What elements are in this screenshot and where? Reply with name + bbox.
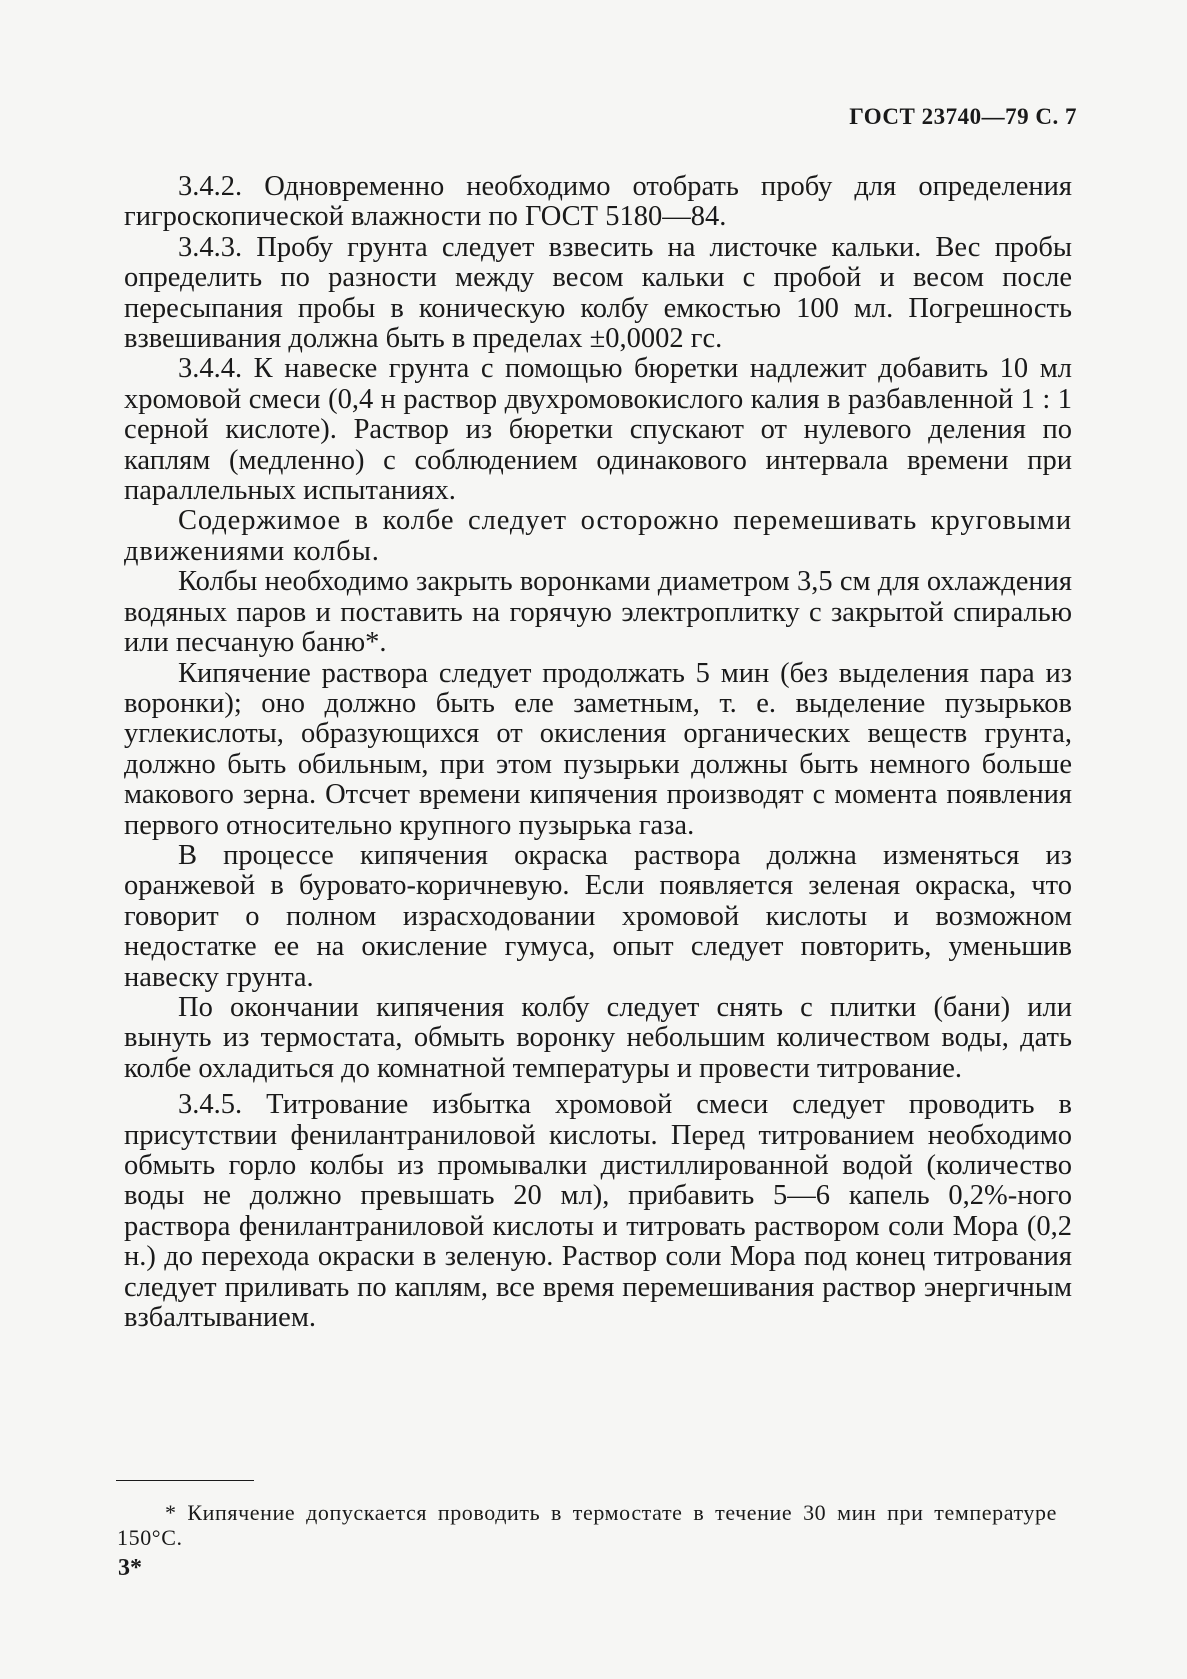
section-3-4-4: 3.4.4. К навеске грунта с помощью бюретки надлежит добавить 10 мл хромовой смеси (0,4 н раствор двухромовокислого калия в разбавленной 1 : 1 серной кислоте). Раствор из бюретки спускают от нулевого деления по каплям (медленно) с соблюдением одинакового интервала времени при параллельных испытаниях. — [124, 353, 1072, 507]
paragraph-mixing: Содержимое в колбе следует осторожно перемешивать круговыми движениями колбы. — [124, 505, 1072, 567]
paragraph-funnels: Колбы необходимо закрыть воронками диаметром 3,5 см для охлаждения водяных паров и поставить на горячую электроплитку с закрытой спиралью или песчаную баню*. — [124, 566, 1072, 659]
section-3-4-2: 3.4.2. Одновременно необходимо отобрать пробу для определения гигроскопической влажности по ГОСТ 5180—84. — [124, 171, 1072, 233]
section-3-4-3: 3.4.3. Пробу грунта следует взвесить на листочке кальки. Вес пробы определить по разности между весом кальки с пробой и весом после пересыпания пробы в коническую колбу емкостью 100 мл. Погрешность взвешивания должна быть в пределах ±0,0002 гс. — [124, 231, 1072, 355]
paragraph-color-change: В процессе кипячения окраска раствора должна изменяться из оранжевой в буровато-коричневую. Если появляется зеленая окраска, что говорит о полном израсходовании хромовой кислоты и возможном недостатке ее на окисление гумуса, опыт следует повторить, уменьшив навеску грунта. — [124, 839, 1072, 993]
document-body — [124, 172, 1072, 1333]
paragraph-cooling: По окончании кипячения колбу следует снять с плитки (бани) или вынуть из термостата, обмыть воронку небольшим количеством воды, дать колбе охладиться до комнатной температуры и провести титрование. — [124, 991, 1072, 1084]
section-3-4-5: 3.4.5. Титрование избытка хромовой смеси следует проводить в присутствии фенилантраниловой кислоты. Перед титрованием необходимо обмыть горло колбы из промывалки дистиллированной водой (количество воды не должно превышать 20 мл), прибавить 5—6 капель 0,2%-ного раствора фенилантраниловой кислоты и титровать раствором соли Мора (0,2 н.) до перехода окраски в зеленую. Раствор соли Мора под конец титрования следует приливать по каплям, все время перемешивания раствор энергичным взбалтыванием. — [124, 1089, 1072, 1334]
signature-mark: 3* — [118, 1555, 142, 1581]
running-header: ГОСТ 23740—79 С. 7 — [849, 104, 1077, 129]
paragraph-boiling: Кипячение раствора следует продолжать 5 мин (без выделения пара из воронки); оно должно быть еле заметным, т. е. выделение пузырьков углекислоты, образующихся от окисления органических веществ грунта, должно быть обильным, при этом пузырьки должны быть немного больше макового зерна. Отсчет времени кипячения производят с момента появления первого относительно крупного пузырька газа. — [124, 657, 1072, 841]
footnote: * Кипячение допускается проводить в термостате в течение 30 мин при температуре 150°С. — [117, 1500, 1057, 1550]
footnote-divider — [116, 1480, 254, 1481]
